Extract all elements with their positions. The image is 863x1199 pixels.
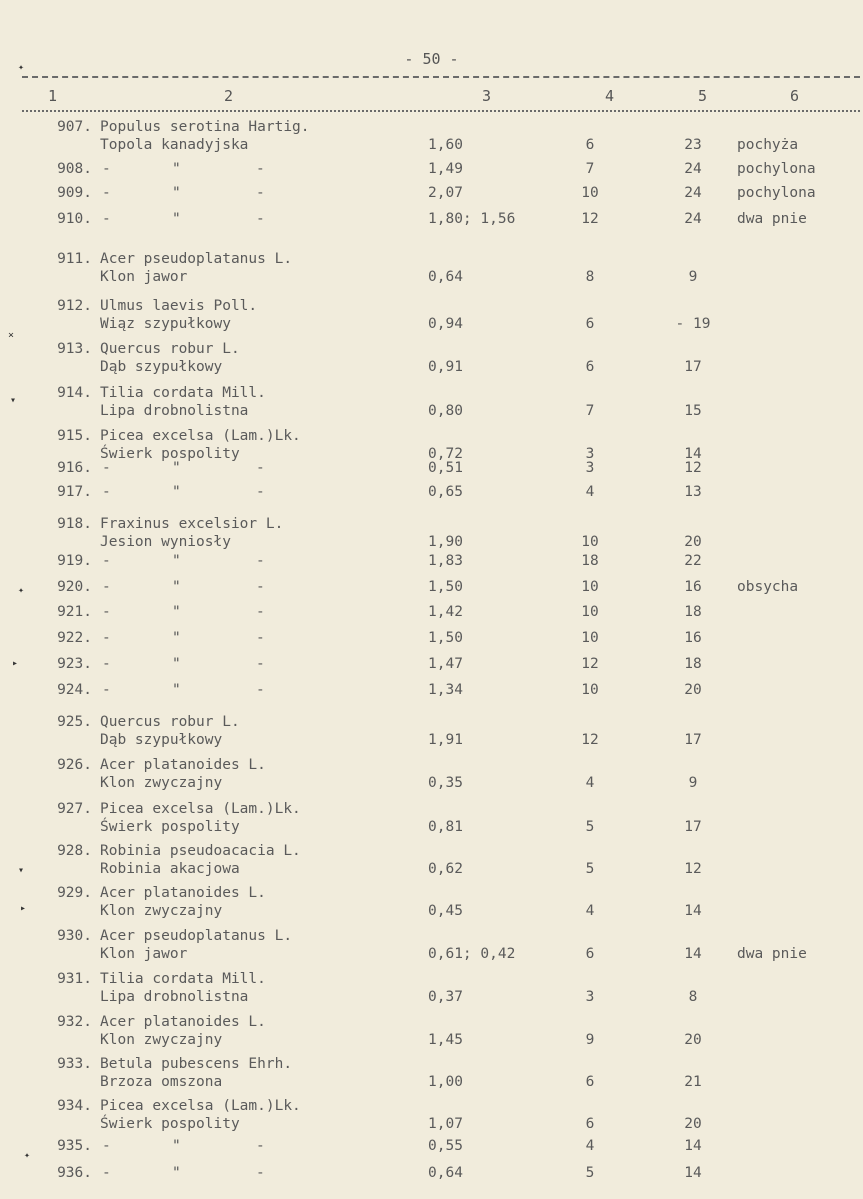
ditto-mark: ": [172, 161, 181, 177]
latin-name: Quercus robur L.: [100, 341, 240, 357]
row-number: 915.: [57, 428, 92, 444]
row-number: 922.: [57, 630, 92, 646]
ditto-mark: -: [102, 630, 111, 646]
diameter-value: 0,37: [428, 989, 463, 1005]
row-number: 921.: [57, 604, 92, 620]
latin-name: Picea excelsa (Lam.)Lk.: [100, 428, 301, 444]
col4-value: 5: [585, 1165, 595, 1181]
row-number: 912.: [57, 298, 92, 314]
ditto-mark: -: [256, 553, 265, 569]
col4-value: 4: [585, 775, 595, 791]
diameter-value: 1,45: [428, 1032, 463, 1048]
diameter-value: 1,80; 1,56: [428, 211, 516, 227]
row-number: 918.: [57, 516, 92, 532]
ditto-mark: -: [256, 682, 265, 698]
col4-value: 12: [581, 732, 599, 748]
height-value: 22: [684, 553, 702, 569]
row-number: 910.: [57, 211, 92, 227]
ditto-mark: -: [102, 1165, 111, 1181]
row-number: 930.: [57, 928, 92, 944]
ditto-mark: ": [172, 682, 181, 698]
diameter-value: 1,34: [428, 682, 463, 698]
diameter-value: 0,72: [428, 446, 463, 462]
col4-value: 10: [581, 604, 599, 620]
common-name: Klon jawor: [100, 946, 188, 962]
col4-value: 18: [581, 553, 599, 569]
common-name: Klon zwyczajny: [100, 903, 223, 919]
row-number: 934.: [57, 1098, 92, 1114]
remarks: dwa pnie: [737, 211, 807, 227]
ditto-mark: -: [102, 604, 111, 620]
latin-name: Picea excelsa (Lam.)Lk.: [100, 1098, 301, 1114]
row-number: 929.: [57, 885, 92, 901]
ditto-mark: ": [172, 579, 181, 595]
diameter-value: 1,49: [428, 161, 463, 177]
height-value: 9: [688, 269, 698, 285]
common-name: Lipa drobnolistna: [100, 989, 249, 1005]
col4-value: 6: [585, 359, 595, 375]
height-value: 8: [688, 989, 698, 1005]
ditto-mark: ": [172, 604, 181, 620]
ditto-mark: -: [102, 553, 111, 569]
header-col-2: 2: [224, 87, 234, 105]
ditto-mark: -: [102, 484, 111, 500]
col4-value: 7: [585, 161, 595, 177]
diameter-value: 0,35: [428, 775, 463, 791]
col4-value: 4: [585, 903, 595, 919]
ditto-mark: ": [172, 211, 181, 227]
row-number: 932.: [57, 1014, 92, 1030]
remarks: pochyża: [737, 137, 799, 153]
height-value: 23: [684, 137, 702, 153]
ditto-mark: -: [102, 185, 111, 201]
height-value: 18: [684, 656, 702, 672]
diameter-value: 0,65: [428, 484, 463, 500]
col4-value: 5: [585, 861, 595, 877]
common-name: Świerk pospolity: [100, 1116, 240, 1132]
latin-name: Acer platanoides L.: [100, 885, 266, 901]
height-value: 16: [684, 630, 702, 646]
margin-mark: ▾: [10, 395, 17, 406]
ditto-mark: -: [102, 1138, 111, 1154]
row-number: 920.: [57, 579, 92, 595]
ditto-mark: -: [102, 682, 111, 698]
diameter-value: 1,50: [428, 579, 463, 595]
height-value: 24: [684, 211, 702, 227]
ditto-mark: ": [172, 484, 181, 500]
diameter-value: 1,07: [428, 1116, 463, 1132]
latin-name: Tilia cordata Mill.: [100, 385, 266, 401]
latin-name: Quercus robur L.: [100, 714, 240, 730]
height-value: 18: [684, 604, 702, 620]
ditto-mark: -: [102, 656, 111, 672]
ditto-mark: -: [256, 185, 265, 201]
ditto-mark: ": [172, 656, 181, 672]
diameter-value: 0,45: [428, 903, 463, 919]
remarks: pochylona: [737, 185, 816, 201]
common-name: Wiąz szypułkowy: [100, 316, 231, 332]
ditto-mark: -: [256, 1138, 265, 1154]
col4-value: 12: [581, 656, 599, 672]
diameter-value: 0,64: [428, 1165, 463, 1181]
diameter-value: 2,07: [428, 185, 463, 201]
ditto-mark: ": [172, 460, 181, 476]
ditto-mark: -: [256, 579, 265, 595]
row-number: 913.: [57, 341, 92, 357]
ditto-mark: -: [102, 460, 111, 476]
col4-value: 10: [581, 630, 599, 646]
ditto-mark: -: [256, 211, 265, 227]
diameter-value: 1,60: [428, 137, 463, 153]
ditto-mark: ": [172, 1165, 181, 1181]
ditto-mark: ": [172, 553, 181, 569]
row-number: 931.: [57, 971, 92, 987]
height-value: - 19: [675, 316, 711, 332]
row-number: 919.: [57, 553, 92, 569]
column-headers: [0, 87, 863, 107]
ditto-mark: -: [102, 579, 111, 595]
common-name: Świerk pospolity: [100, 446, 240, 462]
col4-value: 3: [585, 446, 595, 462]
remarks: dwa pnie: [737, 946, 807, 962]
row-number: 924.: [57, 682, 92, 698]
margin-mark: ▸: [12, 658, 19, 669]
diameter-value: 1,83: [428, 553, 463, 569]
height-value: 17: [684, 819, 702, 835]
common-name: Klon jawor: [100, 269, 188, 285]
diameter-value: 0,81: [428, 819, 463, 835]
diameter-value: 0,94: [428, 316, 463, 332]
row-number: 928.: [57, 843, 92, 859]
common-name: Dąb szypułkowy: [100, 359, 223, 375]
row-number: 927.: [57, 801, 92, 817]
height-value: 13: [684, 484, 702, 500]
ditto-mark: -: [256, 1165, 265, 1181]
ditto-mark: ": [172, 630, 181, 646]
latin-name: Picea excelsa (Lam.)Lk.: [100, 801, 301, 817]
height-value: 20: [684, 1116, 702, 1132]
height-value: 9: [688, 775, 698, 791]
header-col-3: 3: [482, 87, 492, 105]
latin-name: Populus serotina Hartig.: [100, 119, 310, 135]
common-name: Jesion wyniosły: [100, 534, 231, 550]
ditto-mark: -: [102, 161, 111, 177]
diameter-value: 0,62: [428, 861, 463, 877]
margin-mark: ×: [8, 330, 15, 341]
remarks: obsycha: [737, 579, 799, 595]
latin-name: Acer pseudoplatanus L.: [100, 928, 293, 944]
height-value: 14: [684, 903, 702, 919]
page-number: - 50 -: [404, 50, 459, 68]
row-number: 914.: [57, 385, 92, 401]
col4-value: 4: [585, 1138, 595, 1154]
row-number: 926.: [57, 757, 92, 773]
diameter-value: 0,51: [428, 460, 463, 476]
row-number: 907.: [57, 119, 92, 135]
ditto-mark: ": [172, 1138, 181, 1154]
top-rule: [22, 76, 860, 78]
col4-value: 3: [585, 460, 595, 476]
row-number: 923.: [57, 656, 92, 672]
row-number: 933.: [57, 1056, 92, 1072]
height-value: 15: [684, 403, 702, 419]
common-name: Topola kanadyjska: [100, 137, 249, 153]
latin-name: Acer pseudoplatanus L.: [100, 251, 293, 267]
common-name: Brzoza omszona: [100, 1074, 223, 1090]
col4-value: 5: [585, 819, 595, 835]
height-value: 24: [684, 185, 702, 201]
diameter-value: 0,61; 0,42: [428, 946, 516, 962]
diameter-value: 0,80: [428, 403, 463, 419]
common-name: Robinia akacjowa: [100, 861, 240, 877]
height-value: 14: [684, 446, 702, 462]
common-name: Świerk pospolity: [100, 819, 240, 835]
col4-value: 10: [581, 534, 599, 550]
header-col-5: 5: [698, 87, 708, 105]
latin-name: Ulmus laevis Poll.: [100, 298, 258, 314]
row-number: 917.: [57, 484, 92, 500]
col4-value: 12: [581, 211, 599, 227]
common-name: Lipa drobnolistna: [100, 403, 249, 419]
col4-value: 10: [581, 185, 599, 201]
ditto-mark: -: [256, 656, 265, 672]
header-col-6: 6: [790, 87, 800, 105]
diameter-value: 1,91: [428, 732, 463, 748]
diameter-value: 0,64: [428, 269, 463, 285]
height-value: 14: [684, 1138, 702, 1154]
height-value: 17: [684, 359, 702, 375]
header-col-4: 4: [605, 87, 615, 105]
diameter-value: 1,50: [428, 630, 463, 646]
height-value: 12: [684, 861, 702, 877]
height-value: 17: [684, 732, 702, 748]
row-number: 936.: [57, 1165, 92, 1181]
col4-value: 6: [585, 1116, 595, 1132]
margin-mark: ▸: [20, 903, 27, 914]
latin-name: Fraxinus excelsior L.: [100, 516, 284, 532]
col4-value: 4: [585, 484, 595, 500]
diameter-value: 1,47: [428, 656, 463, 672]
ditto-mark: ": [172, 185, 181, 201]
height-value: 16: [684, 579, 702, 595]
margin-mark: ✦: [24, 1150, 31, 1161]
latin-name: Acer platanoides L.: [100, 757, 266, 773]
margin-mark: ✦: [18, 62, 25, 73]
row-number: 908.: [57, 161, 92, 177]
col4-value: 3: [585, 989, 595, 1005]
diameter-value: 0,55: [428, 1138, 463, 1154]
margin-mark: ✦: [18, 585, 25, 596]
col4-value: 8: [585, 269, 595, 285]
col4-value: 7: [585, 403, 595, 419]
ditto-mark: -: [256, 161, 265, 177]
height-value: 21: [684, 1074, 702, 1090]
latin-name: Betula pubescens Ehrh.: [100, 1056, 293, 1072]
latin-name: Tilia cordata Mill.: [100, 971, 266, 987]
ditto-mark: -: [256, 460, 265, 476]
col4-value: 6: [585, 316, 595, 332]
common-name: Klon zwyczajny: [100, 775, 223, 791]
diameter-value: 1,42: [428, 604, 463, 620]
col4-value: 6: [585, 946, 595, 962]
header-rule: [22, 110, 860, 112]
row-number: 916.: [57, 460, 92, 476]
header-col-1: 1: [48, 87, 58, 105]
height-value: 14: [684, 1165, 702, 1181]
height-value: 20: [684, 682, 702, 698]
latin-name: Acer platanoides L.: [100, 1014, 266, 1030]
ditto-mark: -: [256, 604, 265, 620]
row-number: 935.: [57, 1138, 92, 1154]
col4-value: 9: [585, 1032, 595, 1048]
diameter-value: 0,91: [428, 359, 463, 375]
height-value: 20: [684, 534, 702, 550]
common-name: Dąb szypułkowy: [100, 732, 223, 748]
ditto-mark: -: [256, 630, 265, 646]
remarks: pochylona: [737, 161, 816, 177]
col4-value: 10: [581, 579, 599, 595]
ditto-mark: -: [102, 211, 111, 227]
col4-value: 6: [585, 1074, 595, 1090]
row-number: 909.: [57, 185, 92, 201]
col4-value: 10: [581, 682, 599, 698]
diameter-value: 1,90: [428, 534, 463, 550]
latin-name: Robinia pseudoacacia L.: [100, 843, 301, 859]
margin-mark: ▾: [18, 865, 25, 876]
diameter-value: 1,00: [428, 1074, 463, 1090]
ditto-mark: -: [256, 484, 265, 500]
common-name: Klon zwyczajny: [100, 1032, 223, 1048]
col4-value: 6: [585, 137, 595, 153]
row-number: 911.: [57, 251, 92, 267]
height-value: 14: [684, 946, 702, 962]
height-value: 20: [684, 1032, 702, 1048]
height-value: 24: [684, 161, 702, 177]
height-value: 12: [684, 460, 702, 476]
row-number: 925.: [57, 714, 92, 730]
